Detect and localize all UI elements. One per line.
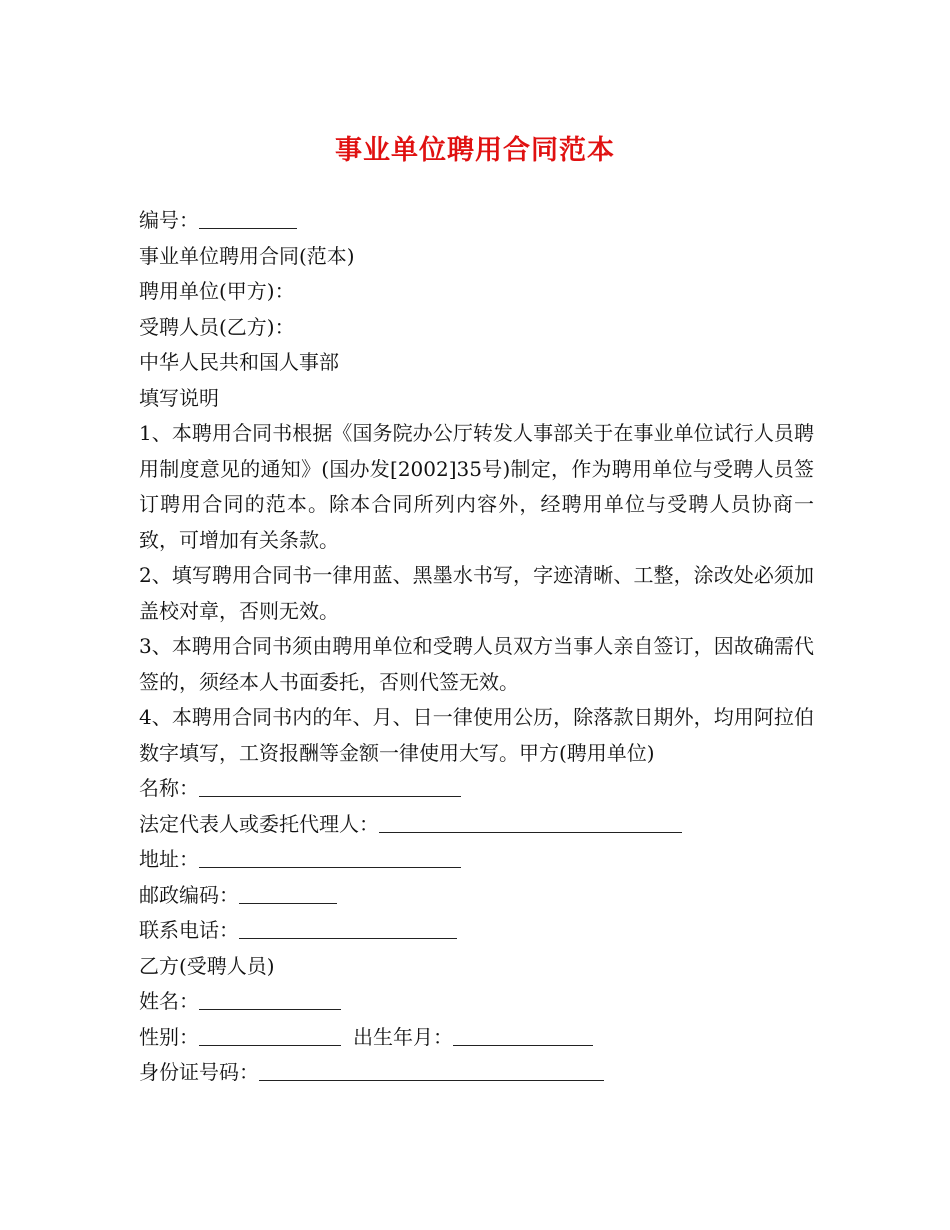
party-a-name-line xyxy=(139,771,814,807)
address-label: 地址： xyxy=(139,847,199,871)
instruction-paragraph-2: 2、填写聘用合同书一律用蓝、黑墨水书写，字迹清晰、工整，涂改处必须加盖校对章，否则无效。 xyxy=(139,563,814,623)
legal-rep-line xyxy=(139,807,814,843)
phone-label: 联系电话： xyxy=(139,918,239,942)
party-a-name-label: 名称： xyxy=(139,776,199,800)
party-b-name-line xyxy=(139,984,814,1020)
party-b-heading: 乙方(受聘人员) xyxy=(139,953,275,978)
instruction-paragraph-4: 4、本聘用合同书内的年、月、日一律使用公历，除落款日期外，均用阿拉伯数字填写，工资报酬等金额一律使用大写。甲方(聘用单位) xyxy=(139,705,814,765)
postcode-line xyxy=(139,878,814,914)
postcode-blank[interactable] xyxy=(239,883,337,904)
instructions-heading: 填写说明 xyxy=(139,385,219,410)
address-blank[interactable] xyxy=(199,847,461,868)
serial-number-blank[interactable] xyxy=(199,208,297,229)
id-number-blank[interactable] xyxy=(259,1060,604,1081)
document-body xyxy=(139,203,814,1091)
gender-blank[interactable] xyxy=(199,1025,341,1046)
instruction-paragraph-1: 1、本聘用合同书根据《国务院办公厅转发人事部关于在事业单位试行人员聘用制度意见的通知》(国办发[2002]35号)制定，作为聘用单位与受聘人员签订聘用合同的范本。除本合同所列内容外，经聘用单位与受聘人员协商一致，可增加有关条款。 xyxy=(139,421,814,552)
postcode-label: 邮政编码： xyxy=(139,882,239,907)
address-line xyxy=(139,842,814,878)
legal-rep-blank[interactable] xyxy=(379,812,682,833)
party-b-name-label: 姓名： xyxy=(139,989,199,1013)
legal-rep-label: 法定代表人或委托代理人： xyxy=(139,811,379,836)
birth-label: 出生年月： xyxy=(353,1024,453,1049)
gender-label: 性别： xyxy=(139,1024,199,1049)
document-title: 事业单位聘用合同范本 xyxy=(335,135,615,166)
id-number-label: 身份证号码： xyxy=(139,1060,259,1084)
employee-line: 受聘人员(乙方)： xyxy=(139,314,295,339)
employer-line: 聘用单位(甲方)： xyxy=(139,279,295,303)
birth-blank[interactable] xyxy=(453,1025,593,1046)
party-b-name-blank[interactable] xyxy=(199,989,341,1010)
phone-line xyxy=(139,913,814,949)
serial-number-line xyxy=(139,203,814,239)
ministry-line: 中华人民共和国人事部 xyxy=(139,350,339,374)
party-a-name-blank[interactable] xyxy=(199,776,461,797)
phone-blank[interactable] xyxy=(239,918,457,939)
instruction-paragraph-3: 3、本聘用合同书须由聘用单位和受聘人员双方当事人亲自签订，因故确需代签的，须经本人书面委托，否则代签无效。 xyxy=(139,634,814,694)
serial-number-label: 编号： xyxy=(139,208,199,232)
gender-birth-line xyxy=(139,1020,814,1056)
id-number-line xyxy=(139,1055,814,1091)
contract-name-line: 事业单位聘用合同(范本) xyxy=(139,243,355,268)
